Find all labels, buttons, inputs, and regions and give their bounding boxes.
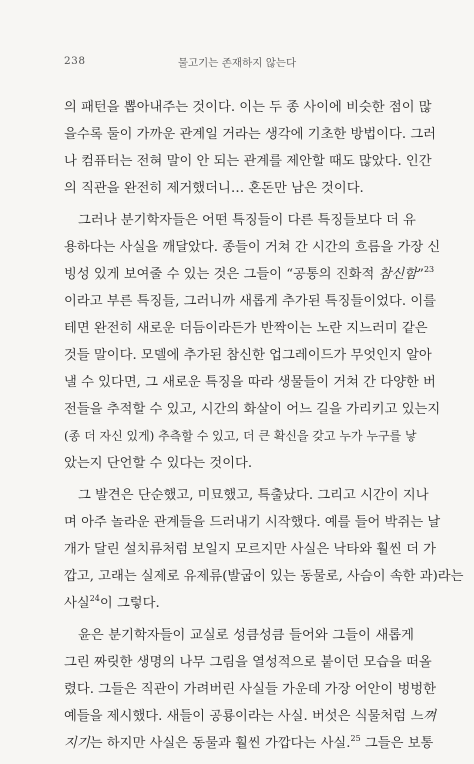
text-line: 테면 완전히 새로운 더듬이라든가 반짝이는 노란 지느러미 같은	[64, 321, 428, 336]
text-line: 그러나 분기학자들은 어떤 특징들이 다른 특징들보다 더 유	[78, 213, 416, 228]
text-line	[64, 590, 414, 617]
running-title: 물고기는 존재하지 않는다	[177, 57, 297, 69]
text-line: 그린 짜릿한 생명의 나무 그림을 열성적으로 붙이던 모습을 떠올	[64, 655, 432, 670]
text-line: 며 아주 놀라운 관계들을 드러내기 시작했다. 예를 들어 박쥐는 날	[64, 515, 441, 530]
page-number: 238	[64, 55, 86, 67]
italic-term: 지기	[64, 736, 90, 751]
text-line: 의 직관을 완전히 제거했더니… 혼돈만 남은 것이다.	[64, 181, 364, 196]
paragraph	[64, 622, 437, 757]
text-line: 이라고 부른 특징들, 그러니까 새롭게 추가된 특징들이었다. 이를	[64, 294, 437, 309]
text-line: 개가 달린 설치류처럼 보일지 모르지만 사실은 낙타와 훨씬 더 가	[64, 542, 437, 557]
text-line	[64, 730, 434, 757]
text-line: 것들 말이다. 모델에 추가된 참신한 업그레이드가 무엇인지 알아	[64, 348, 432, 363]
text-line: 았는지 단언할 수 있다는 것이다.	[64, 456, 253, 471]
text-run: 사실	[64, 596, 90, 611]
italic-term: 느껴	[410, 709, 437, 724]
text-run: 예들을 제시했다. 새들이 공룡이라는 사실. 버섯은 식물처럼	[64, 709, 411, 724]
text-line: 나 컴퓨터는 전혀 말이 안 되는 관계를 제안할 때도 많았다. 인간	[64, 154, 432, 169]
text-line: 전들을 추적할 수 있고, 시간의 화살이 어느 길을 가리키고 있는지	[64, 402, 441, 417]
text-line: 윤은 분기학자들이 교실로 성큼성큼 들어와 그들이 새롭게	[78, 628, 414, 643]
text-line: 을수록 둘이 가까운 관계일 거라는 생각에 기초한 방법이다. 그러	[64, 127, 437, 142]
text-line	[64, 703, 437, 730]
paragraph	[64, 482, 464, 617]
text-run: 빙성 있게 보여줄 수 있는 것은 그들이 “공통의 진화적	[64, 267, 379, 282]
text-line: (종 더 자신 있게) 추측할 수 있고, 더 큰 확신을 갖고 누가 누구를 낳	[64, 429, 417, 443]
text-line: 용하다는 사실을 깨달았다. 종들이 거쳐 간 시간의 흐름을 가장 신	[64, 240, 441, 255]
text-line: 그 발견은 단순했고, 미묘했고, 특출났다. 그리고 시간이 지나	[78, 488, 429, 503]
text-line: 깝고, 고래는 실제로 유제류(발굽이 있는 동물로, 사슴이 속한 과)라는	[64, 569, 464, 584]
text-line: 의 패턴을 뽑아내주는 것이다. 이는 두 종 사이에 비슷한 점이 많	[64, 100, 432, 115]
text-line	[64, 261, 435, 288]
text-run: 그들은 보통	[360, 736, 434, 751]
text-line: 렸다. 그들은 직관이 가려버린 사실들 가운데 가장 어안이 벙벙한	[64, 682, 437, 697]
footnote-marker: 24	[89, 594, 100, 603]
footnote-marker: 25	[350, 734, 361, 743]
footnote-marker: 23	[423, 265, 435, 274]
paragraph	[64, 207, 441, 477]
page-header	[0, 55, 474, 69]
text-run: 이 그렇다.	[99, 596, 160, 611]
italic-term: 참신함	[378, 267, 418, 282]
paragraph	[64, 94, 437, 202]
text-line: 낼 수 있다면, 그 새로운 특징을 따라 생물들이 거쳐 간 다양한 버	[64, 375, 436, 390]
text-run: 는 하지만 사실은 동물과 훨씬 가깝다는 사실.	[89, 736, 351, 751]
body-text	[64, 94, 464, 757]
text-run: ”	[417, 267, 424, 282]
